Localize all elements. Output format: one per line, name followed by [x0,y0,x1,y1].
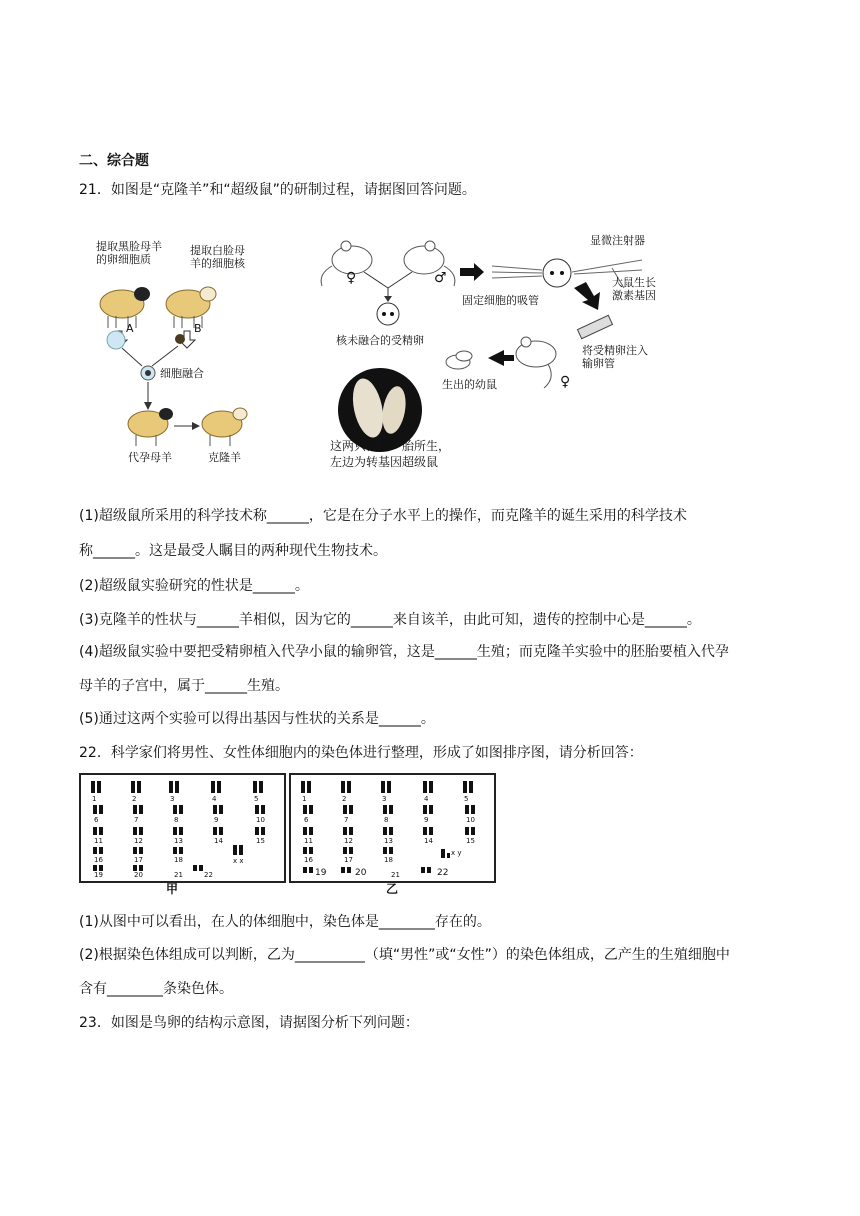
fertilized-egg-image [377,303,399,325]
chr-num: 4 [212,795,217,803]
clone-sheep-figure [90,236,270,471]
nucleus-image [175,334,185,344]
female-symbol-2: ♀ [560,374,571,390]
chr-num: 12 [134,837,143,845]
chr-num: 17 [134,856,143,864]
q21-stem: 21．如图是“克隆羊”和“超级鼠”的研制过程，请据图回答问题。 [79,182,476,198]
section-title: 二、综合题 [79,153,149,169]
male-mouse-image [404,241,455,286]
chr-num: 19 [315,868,327,878]
egg-cytoplasm-image [107,331,125,349]
karyotype-jia [79,773,286,883]
chr-num: 20 [134,871,143,879]
chr-num: 16 [304,856,313,864]
label-gene: 大鼠生长 激素基因 [612,276,656,302]
chr-num: 7 [344,816,349,824]
karyotype-yi-image [291,775,494,881]
label-b: B [194,322,202,335]
label-fertilized-egg: 核未融合的受精卵 [336,334,424,347]
q21-item-1a: (1)超级鼠所采用的科学技术称______，它是在分子水平上的操作，而克隆羊的诞生采用的科学技术 [79,508,687,524]
caption-yi: 乙 [386,882,399,896]
chr-num: 13 [174,837,183,845]
q21-item-2: (2)超级鼠实验研究的性状是______。 [79,578,309,594]
chr-num: 7 [134,816,139,824]
chr-num: 8 [384,816,389,824]
chr-num: 13 [384,837,393,845]
recipient-mouse-image [516,337,556,388]
chr-num: 8 [174,816,179,824]
chr-num: 22 [437,868,449,878]
q21-item-1b: 称______。这是最受人瞩目的两种现代生物技术。 [79,543,387,559]
chr-num: 10 [466,816,475,824]
chr-num: 16 [94,856,103,864]
chr-num: 9 [424,816,429,824]
super-mouse-figure [312,230,682,475]
label-white-face: 提取白脸母 羊的细胞核 [190,244,245,270]
chr-num: 15 [256,837,265,845]
label-clone: 克隆羊 [208,451,241,464]
q21-item-4b: 母羊的子宫中，属于______生殖。 [79,678,289,694]
label-surrogate: 代孕母羊 [128,451,172,464]
chr-num: 4 [424,795,429,803]
chr-num: 10 [256,816,265,824]
chr-num: 6 [304,816,309,824]
pups-image [446,351,472,369]
male-symbol: ♂ [434,270,447,286]
chr-num: 14 [214,837,223,845]
chr-num: 21 [174,871,183,879]
chr-num: 1 [92,795,97,803]
cloned-sheep-image [202,408,247,446]
black-face-sheep-image [100,287,150,328]
arrow-right-icon [460,263,484,281]
female-symbol: ♀ [346,270,357,286]
chr-sex-label: x x [233,857,244,865]
chr-num: 5 [464,795,469,803]
chr-num: 5 [254,795,259,803]
label-pups: 生出的幼鼠 [442,378,497,391]
chr-num: 1 [302,795,307,803]
q21-item-5: (5)通过这两个实验可以得出基因与性状的关系是______。 [79,711,435,727]
label-injector: 显微注射器 [590,234,645,247]
chr-num: 11 [304,837,313,845]
chr-num: 6 [94,816,99,824]
karyotype-yi [289,773,496,883]
q21-item-3: (3)克隆羊的性状与______羊相似，因为它的______来自该羊，由此可知，遗传的控制中心是______。 [79,612,701,628]
chr-num: 2 [342,795,347,803]
clone-sheep-diagram [90,236,270,471]
chr-num: 22 [204,871,213,879]
surrogate-sheep-image [128,408,173,446]
chr-sex-label: x y [451,849,462,857]
q23-stem: 23．如图是鸟卵的结构示意图，请据图分析下列问题： [79,1015,419,1031]
chr-num: 21 [391,871,400,879]
egg-under-injection-image [543,259,571,287]
chr-num: 14 [424,837,433,845]
chr-num: 18 [174,856,183,864]
caption-jia: 甲 [166,882,179,896]
arrow-down-icon [574,282,600,310]
q22-item-1: (1)从图中可以看出，在人的体细胞中，染色体是________存在的。 [79,914,491,930]
chr-num: 3 [170,795,175,803]
chr-num: 3 [382,795,387,803]
label-a: A [126,322,134,335]
chr-num: 12 [344,837,353,845]
chr-num: 2 [132,795,137,803]
chr-num: 15 [466,837,475,845]
label-black-face: 提取黑脸母羊 的卵细胞质 [96,240,162,266]
white-face-sheep-image [166,287,216,328]
chr-num: 18 [384,856,393,864]
label-fusion: 细胞融合 [160,367,204,380]
arrow-left-icon [488,350,514,366]
label-pipette: 固定细胞的吸管 [462,294,539,307]
q22-item-2a: (2)根据染色体组成可以判断，乙为__________（填“男性”或“女性”）的染色体组成，乙产生的生殖细胞中 [79,947,730,963]
label-inject: 将受精卵注入 输卵管 [582,344,648,370]
chr-num: 9 [214,816,219,824]
q22-stem: 22．科学家们将男性、女性体细胞内的染色体进行整理，形成了如图排序图，请分析回答： [79,745,643,761]
q21-item-4a: (4)超级鼠实验中要把受精卵植入代孕小鼠的输卵管，这是______生殖；而克隆羊实验中的胚胎要植入代孕 [79,644,729,660]
photo-caption: 这两只鼠为一胎所生， 左边为转基因超级鼠 [330,439,451,469]
q22-item-2b: 含有________条染色体。 [79,981,233,997]
chr-num: 11 [94,837,103,845]
chr-num: 17 [344,856,353,864]
karyotype-jia-image [81,775,284,881]
chr-num: 19 [94,871,103,879]
chr-num: 20 [355,868,367,878]
